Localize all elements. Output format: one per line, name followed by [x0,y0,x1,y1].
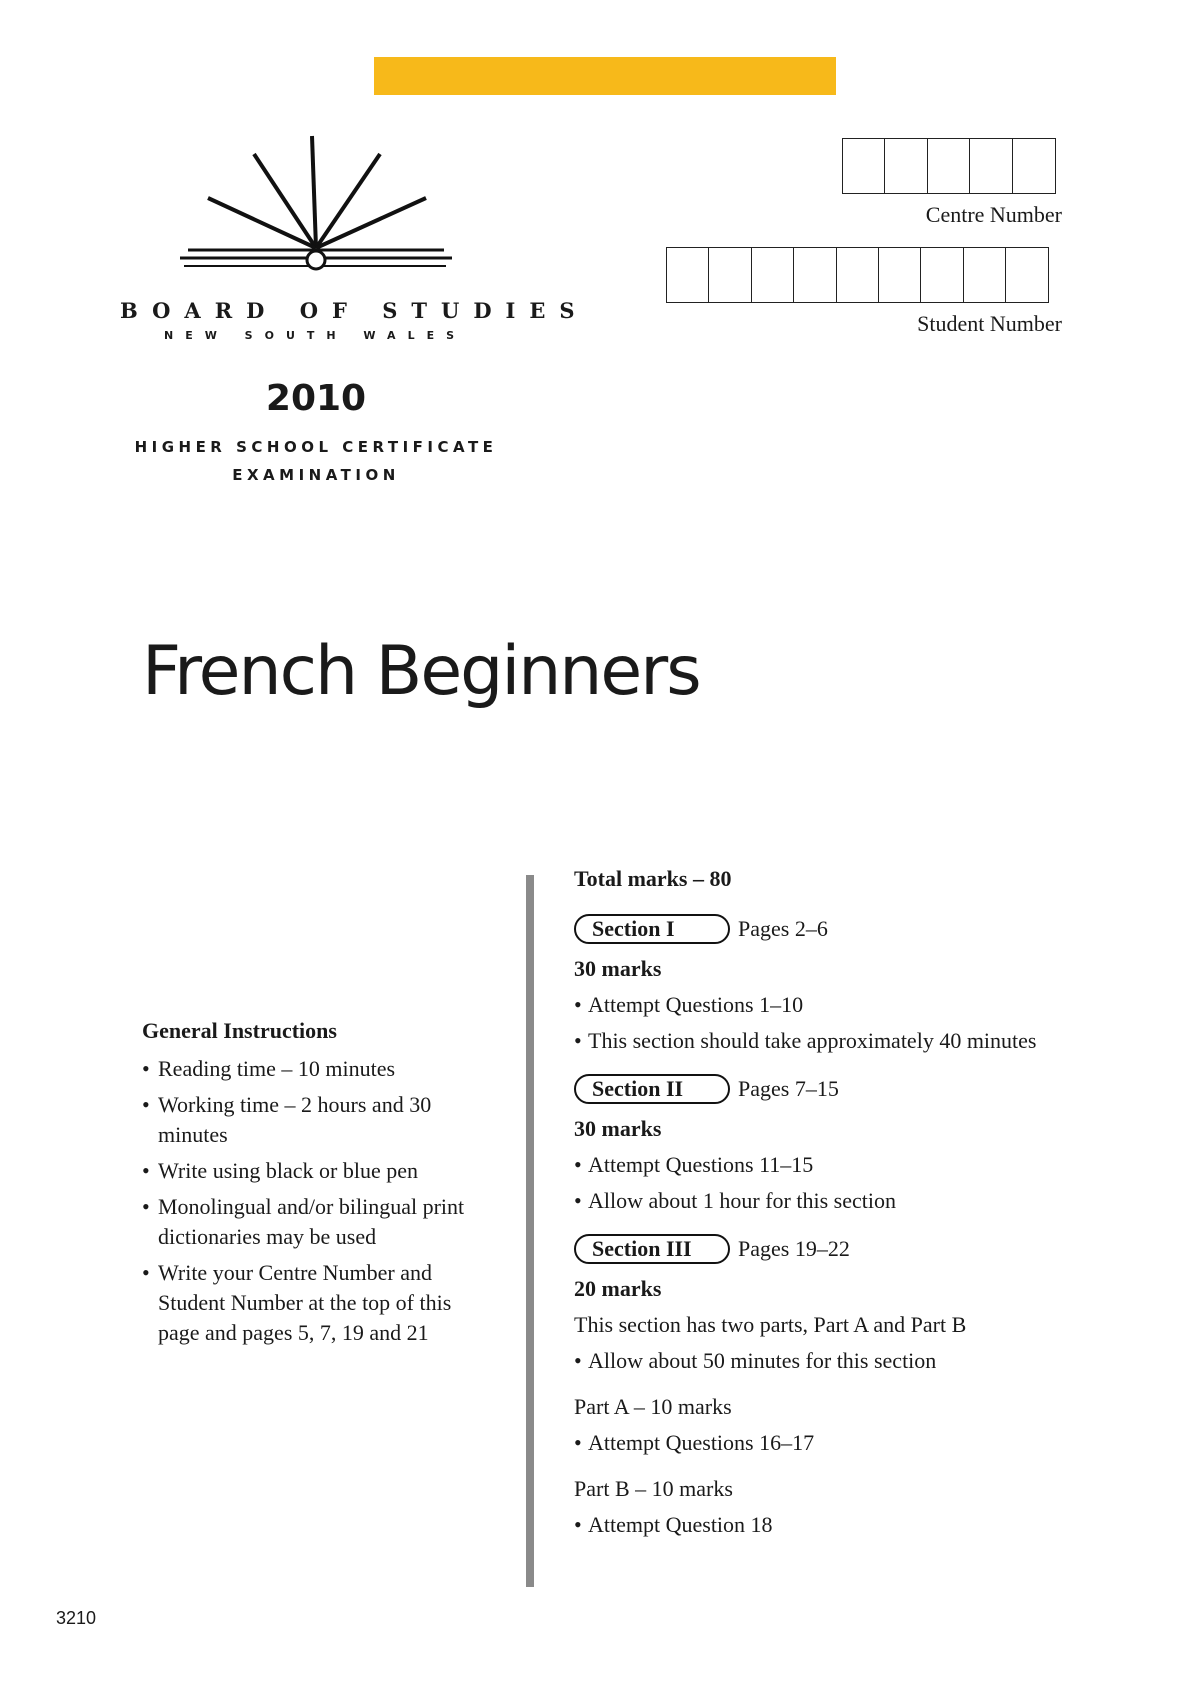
part-bullet: • Attempt Questions 16–17 [574,1428,1134,1458]
instruction-item: • Write your Centre Number and Student Number at the top of this page and pages 5, 7, 19 and 21 [142,1258,482,1348]
exam-name: HIGHER SCHOOL CERTIFICATE EXAMINATION [134,438,498,484]
org-name: BOARD OF STUDIES [120,298,589,323]
section-block [574,1234,1134,1540]
student-number-digit-box[interactable] [963,247,1007,303]
section-marks: 30 marks [574,1116,662,1141]
org-subtitle: NEW SOUTH WALES [163,329,467,342]
section-bullet: • Allow about 1 hour for this section [574,1186,1134,1216]
section-label: Section II [574,1074,730,1104]
section-note: This section has two parts, Part A and Part B [574,1312,967,1337]
centre-number-digit-box[interactable] [927,138,971,194]
part-label: Part B – 10 marks [574,1476,733,1501]
student-number-digit-box[interactable] [666,247,710,303]
student-number-digit-box[interactable] [793,247,837,303]
section-pages: Pages 7–15 [738,1076,839,1101]
student-number-digit-box[interactable] [836,247,880,303]
section-header [574,1234,1134,1264]
section-header [574,1074,1134,1104]
accent-bar [374,57,836,95]
exam-year: 2010 [265,378,367,419]
column-divider [526,875,534,1587]
section-block [574,914,1134,1056]
student-number-digit-box[interactable] [920,247,964,303]
instructions-heading: General Instructions [142,1018,337,1043]
student-number-digit-box[interactable] [1005,247,1049,303]
instruction-item: • Working time – 2 hours and 30 minutes [142,1090,482,1150]
section-block [574,1074,1134,1216]
section-bullet: • This section should take approximately 40 minutes [574,1026,1134,1056]
section-label: Section I [574,914,730,944]
section-header [574,914,1134,944]
centre-number-label: Centre Number [925,202,1062,227]
centre-number-digit-box[interactable] [969,138,1013,194]
section-bullet: • Attempt Questions 11–15 [574,1150,1134,1180]
rising-sun-book-logo [180,132,456,292]
general-instructions [142,1018,482,1354]
section-pages: Pages 2–6 [738,916,828,941]
part-block [574,1392,1134,1458]
centre-number-digit-box[interactable] [1012,138,1056,194]
instruction-item: • Write using black or blue pen [142,1156,482,1186]
exam-summary [574,866,1134,1558]
student-number-digit-box[interactable] [751,247,795,303]
section-marks: 20 marks [574,1276,662,1301]
centre-number-digit-box[interactable] [884,138,928,194]
student-number-digit-box[interactable] [878,247,922,303]
section-label: Section III [574,1234,730,1264]
subject-title: French Beginners [142,632,700,711]
section-pages: Pages 19–22 [738,1236,850,1261]
page-code: 3210 [56,1608,97,1628]
part-block [574,1474,1134,1540]
section-marks: 30 marks [574,956,662,981]
centre-number-digit-box[interactable] [842,138,886,194]
section-bullet: • Allow about 50 minutes for this section [574,1346,1134,1376]
instruction-item: • Monolingual and/or bilingual print dictionaries may be used [142,1192,482,1252]
part-bullet: • Attempt Question 18 [574,1510,1134,1540]
student-number-digit-box[interactable] [708,247,752,303]
total-marks: Total marks – 80 [574,866,732,891]
instruction-item: • Reading time – 10 minutes [142,1054,482,1084]
centre-number-boxes[interactable] [842,138,1056,194]
student-number-boxes[interactable] [666,247,1049,303]
part-label: Part A – 10 marks [574,1394,732,1419]
section-bullet: • Attempt Questions 1–10 [574,990,1134,1020]
student-number-label: Student Number [917,311,1062,336]
